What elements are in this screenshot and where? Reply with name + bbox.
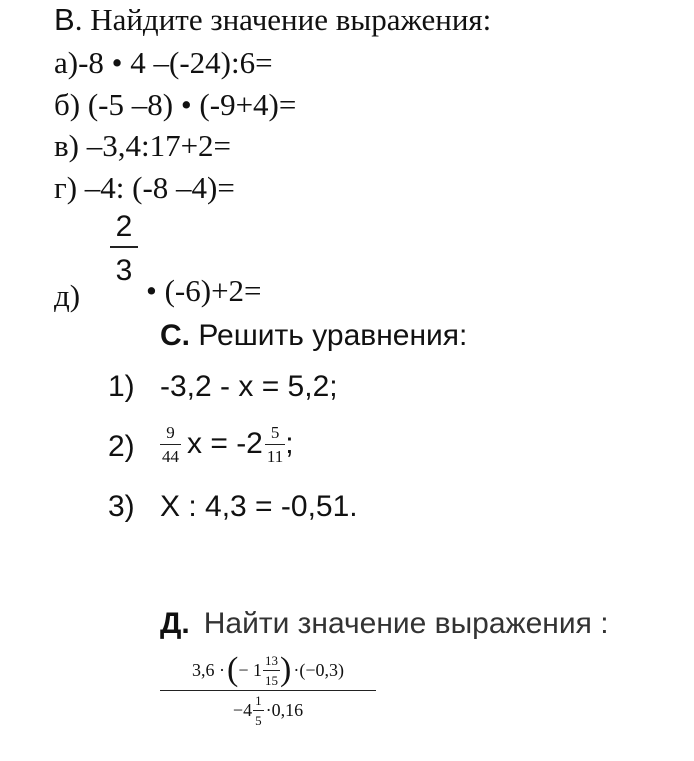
fraction-denominator: 15	[265, 672, 278, 688]
section-c-heading	[160, 319, 467, 353]
numerator-part: − 1	[238, 659, 262, 680]
numerator-fraction	[263, 654, 280, 687]
open-paren: (	[227, 651, 239, 688]
equation-2-end: ;	[285, 427, 294, 460]
equation-2-middle: x = -2	[187, 427, 263, 460]
equation-1-label: 1)	[108, 370, 135, 403]
fraction-numerator: 1	[255, 692, 262, 708]
fraction-numerator: 9	[166, 422, 175, 442]
section-b-letter: В	[54, 2, 75, 37]
equation-2-fraction	[160, 424, 181, 465]
section-b-title: . Найдите значение выражения:	[74, 2, 492, 37]
fraction-numerator: 13	[265, 652, 278, 668]
section-d-letter: Д.	[160, 607, 190, 640]
task-b-d-rest: • (-6)+2=	[146, 273, 262, 308]
task-b-b: б) (-5 –8) • (-9+4)=	[54, 87, 297, 122]
denominator-part: −4	[232, 699, 253, 720]
task-b-d-label: д)	[54, 278, 81, 313]
fraction-denominator: 5	[255, 712, 262, 728]
expression-fraction	[160, 650, 376, 729]
equation-2-mixed-fraction	[265, 424, 285, 465]
denominator-part: ·0,16	[265, 699, 304, 720]
numerator-part: ·(−0,3)	[293, 659, 344, 680]
fraction-numerator: 2	[115, 210, 133, 243]
task-b-d-fraction	[110, 212, 138, 286]
denominator-fraction	[253, 694, 264, 727]
close-paren: )	[280, 651, 292, 688]
section-b-heading	[54, 2, 491, 38]
section-d-heading	[160, 607, 609, 641]
equation-3: X : 4,3 = -0,51.	[160, 490, 358, 523]
equation-1: -3,2 - x = 5,2;	[160, 370, 338, 403]
fraction-denominator: 3	[115, 254, 133, 287]
equation-2	[160, 418, 294, 470]
section-c-letter: С.	[160, 319, 190, 352]
task-b-g: г) –4: (-8 –4)=	[54, 170, 235, 205]
fraction-denominator: 44	[162, 446, 179, 466]
numerator-part: 3,6 ·	[192, 659, 226, 680]
task-b-v: в) –3,4:17+2=	[54, 128, 232, 163]
task-b-a: а)-8 • 4 –(-24):6=	[54, 45, 273, 80]
section-d-title: Найти значение выражения :	[203, 607, 609, 640]
fraction-numerator: 5	[270, 422, 280, 442]
section-c-title: Решить уравнения:	[190, 319, 468, 352]
expression-denominator	[160, 691, 376, 729]
equation-2-label: 2)	[108, 430, 135, 463]
equation-3-label: 3)	[108, 490, 135, 523]
expression-numerator	[160, 650, 376, 690]
fraction-denominator: 11	[266, 446, 284, 466]
